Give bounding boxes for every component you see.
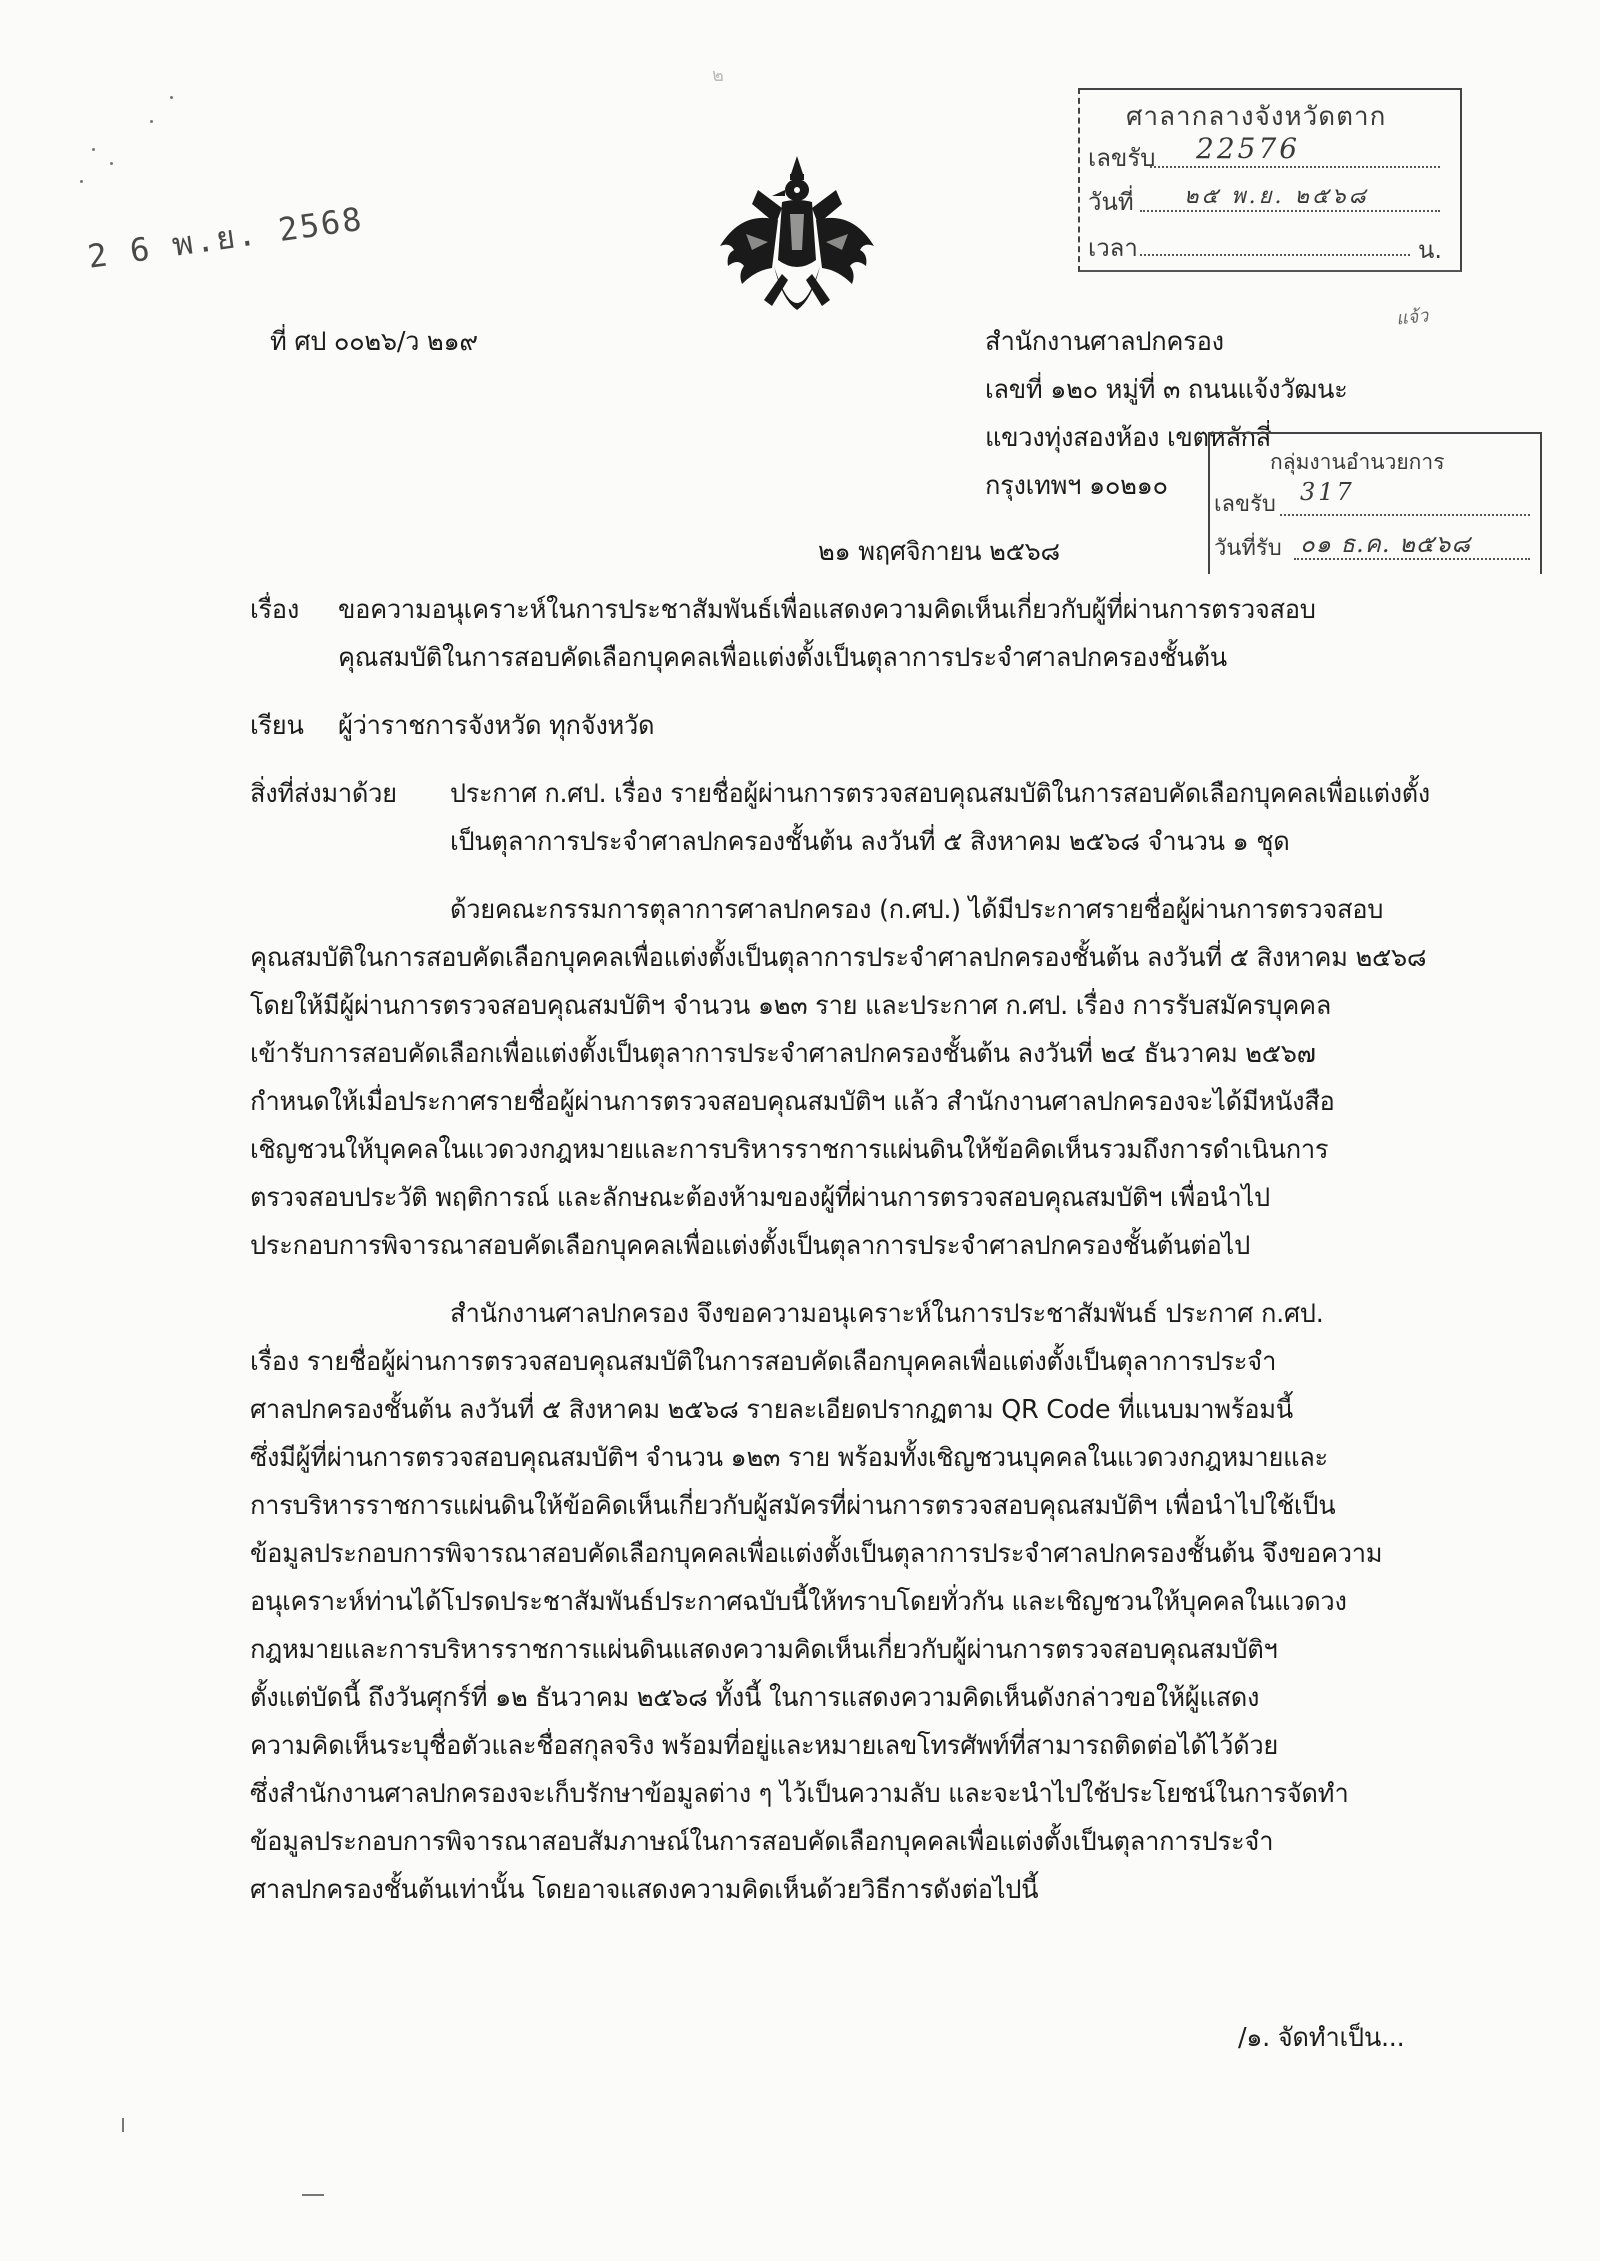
paragraph-line: ศาลปกครองชั้นต้นเท่านั้น โดยอาจแสดงความคิดเห็นด้วยวิธีการดังต่อไปนี้ [250, 1875, 1039, 1905]
reference-number: ที่ ศป ๐๐๒๖/ว ๒๑๙ [270, 327, 478, 357]
group-stamp-title: กลุ่มงานอำนวยการ [1270, 450, 1445, 474]
paragraph-line: การบริหารราชการแผ่นดินให้ข้อคิดเห็นเกี่ยวกับผู้สมัครที่ผ่านการตรวจสอบคุณสมบัติฯ เพื่อนำไปใช้เป็น [250, 1491, 1336, 1521]
stamp-date-value: ๒๕ พ.ย. ๒๕๖๘ [1184, 184, 1369, 209]
group-stamp-receipt-label: เลขรับ [1214, 492, 1276, 517]
court-receipt-stamp [1078, 88, 1462, 272]
stamp-receipt-label: เลขรับ [1088, 144, 1156, 172]
continuation-text: /๑. จัดทำเป็น... [1238, 2023, 1405, 2053]
sender-line-4: กรุงเทพฯ ๑๐๒๑๐ [985, 471, 1168, 501]
group-stamp-date-value: ๐๑ ธ.ค. ๒๕๖๘ [1300, 530, 1471, 558]
paragraph-line: คุณสมบัติในการสอบคัดเลือกบุคคลเพื่อแต่งตั้งเป็นตุลาการประจำศาลปกครองชั้นต้น ลงวันที่ ๕ สิงหาคม ๒๕๖๘ [250, 943, 1427, 973]
paragraph-line: ตรวจสอบประวัติ พฤติการณ์ และลักษณะต้องห้ามของผู้ที่ผ่านการตรวจสอบคุณสมบัติฯ เพื่อนำไป [250, 1183, 1270, 1213]
paragraph-line: ข้อมูลประกอบการพิจารณาสอบสัมภาษณ์ในการสอบคัดเลือกบุคคลเพื่อแต่งตั้งเป็นตุลาการประจำ [250, 1827, 1274, 1857]
group-receipt-stamp [1208, 432, 1542, 574]
group-stamp-receipt-value: 317 [1300, 478, 1355, 506]
paragraph-line: ศาลปกครองชั้นต้น ลงวันที่ ๕ สิงหาคม ๒๕๖๘ รายละเอียดปรากฏตาม QR Code ที่แนบมาพร้อมนี้ [250, 1395, 1293, 1425]
stamp-receipt-value: 22576 [1196, 132, 1301, 165]
letter-date: ๒๑ พฤศจิกายน ๒๕๖๘ [818, 537, 1060, 567]
sender-line-2: เลขที่ ๑๒๐ หมู่ที่ ๓ ถนนแจ้งวัฒนะ [985, 375, 1348, 405]
sender-line-3: แขวงทุ่งสองห้อง เขตหลักสี่ [985, 423, 1272, 453]
paragraph-line: ความคิดเห็นระบุชื่อตัวและชื่อสกุลจริง พร้อมที่อยู่และหมายเลขโทรศัพท์ที่สามารถติดต่อได้ไว้ด้วย [250, 1731, 1279, 1761]
enclosure-label: สิ่งที่ส่งมาด้วย [250, 779, 397, 809]
stamp-time-suffix: น. [1418, 236, 1443, 264]
handwritten-note: แจ้ว [1395, 305, 1430, 330]
paragraph-line: ตั้งแต่บัดนี้ ถึงวันศุกร์ที่ ๑๒ ธันวาคม ๒๕๖๘ ทั้งนี้ ในการแสดงความคิดเห็นดังกล่าวขอให้ผู้แสดง [250, 1683, 1260, 1713]
paragraph-line: ประกอบการพิจารณาสอบคัดเลือกบุคคลเพื่อแต่งตั้งเป็นตุลาการประจำศาลปกครองชั้นต้นต่อไป [250, 1231, 1250, 1261]
paragraph-line: ซึ่งสำนักงานศาลปกครองจะเก็บรักษาข้อมูลต่าง ๆ ไว้เป็นความลับ และจะนำไปใช้ประโยชน์ในการจัดทำ [250, 1779, 1349, 1809]
stamp-title: ศาลากลางจังหวัดตาก [1126, 102, 1387, 132]
recipient-text: ผู้ว่าราชการจังหวัด ทุกจังหวัด [338, 711, 655, 741]
received-date-stamp: 2 6 พ.ย. 2568 [85, 199, 366, 276]
recipient-label: เรียน [250, 711, 304, 741]
group-stamp-date-label: วันที่รับ [1214, 536, 1282, 561]
paragraph-line: ซึ่งมีผู้ที่ผ่านการตรวจสอบคุณสมบัติฯ จำนวน ๑๒๓ ราย พร้อมทั้งเชิญชวนบุคคลในแวดวงกฎหมายและ [250, 1443, 1328, 1473]
enclosure-line-1: ประกาศ ก.ศป. เรื่อง รายชื่อผู้ผ่านการตรวจสอบคุณสมบัติในการสอบคัดเลือกบุคคลเพื่อแต่งตั้ง [450, 779, 1430, 809]
paragraph-line: สำนักงานศาลปกครอง จึงขอความอนุเคราะห์ในการประชาสัมพันธ์ ประกาศ ก.ศป. [450, 1299, 1324, 1329]
subject-line-2: คุณสมบัติในการสอบคัดเลือกบุคคลเพื่อแต่งตั้งเป็นตุลาการประจำศาลปกครองชั้นต้น [338, 643, 1227, 673]
paragraph-line: ข้อมูลประกอบการพิจารณาสอบคัดเลือกบุคคลเพื่อแต่งตั้งเป็นตุลาการประจำศาลปกครองชั้นต้น จึงขอความ [250, 1539, 1383, 1569]
paragraph-line: เข้ารับการสอบคัดเลือกเพื่อแต่งตั้งเป็นตุลาการประจำศาลปกครองชั้นต้น ลงวันที่ ๒๔ ธันวาคม ๒๕๖๗ [250, 1039, 1316, 1069]
garuda-emblem-icon [712, 150, 882, 340]
paragraph-line: กำหนดให้เมื่อประกาศรายชื่อผู้ผ่านการตรวจสอบคุณสมบัติฯ แล้ว สำนักงานศาลปกครองจะได้มีหนังสือ [250, 1087, 1335, 1117]
stamp-date-label: วันที่ [1088, 188, 1134, 216]
paragraph-line: โดยให้มีผู้ผ่านการตรวจสอบคุณสมบัติฯ จำนวน ๑๒๓ ราย และประกาศ ก.ศป. เรื่อง การรับสมัครบุคคล [250, 991, 1332, 1021]
page-number: ๒ [712, 65, 724, 86]
paragraph-line: เรื่อง รายชื่อผู้ผ่านการตรวจสอบคุณสมบัติในการสอบคัดเลือกบุคคลเพื่อแต่งตั้งเป็นตุลาการประจำ [250, 1347, 1277, 1377]
subject-label: เรื่อง [250, 595, 299, 625]
enclosure-line-2: เป็นตุลาการประจำศาลปกครองชั้นต้น ลงวันที่ ๕ สิงหาคม ๒๕๖๘ จำนวน ๑ ชุด [450, 827, 1290, 857]
stamp-time-label: เวลา [1088, 234, 1138, 262]
paragraph-line: ด้วยคณะกรรมการตุลาการศาลปกครอง (ก.ศป.) ได้มีประกาศรายชื่อผู้ผ่านการตรวจสอบ [450, 895, 1384, 925]
paragraph-line: กฎหมายและการบริหารราชการแผ่นดินแสดงความคิดเห็นเกี่ยวกับผู้ผ่านการตรวจสอบคุณสมบัติฯ [250, 1635, 1278, 1665]
subject-line-1: ขอความอนุเคราะห์ในการประชาสัมพันธ์เพื่อแสดงความคิดเห็นเกี่ยวกับผู้ที่ผ่านการตรวจสอบ [338, 595, 1316, 625]
paragraph-line: อนุเคราะห์ท่านได้โปรดประชาสัมพันธ์ประกาศฉบับนี้ให้ทราบโดยทั่วกัน และเชิญชวนให้บุคคลในแวดวง [250, 1587, 1347, 1617]
sender-line-1: สำนักงานศาลปกครอง [985, 327, 1224, 357]
paragraph-line: เชิญชวนให้บุคคลในแวดวงกฎหมายและการบริหารราชการแผ่นดินให้ข้อคิดเห็นรวมถึงการดำเนินการ [250, 1135, 1329, 1165]
